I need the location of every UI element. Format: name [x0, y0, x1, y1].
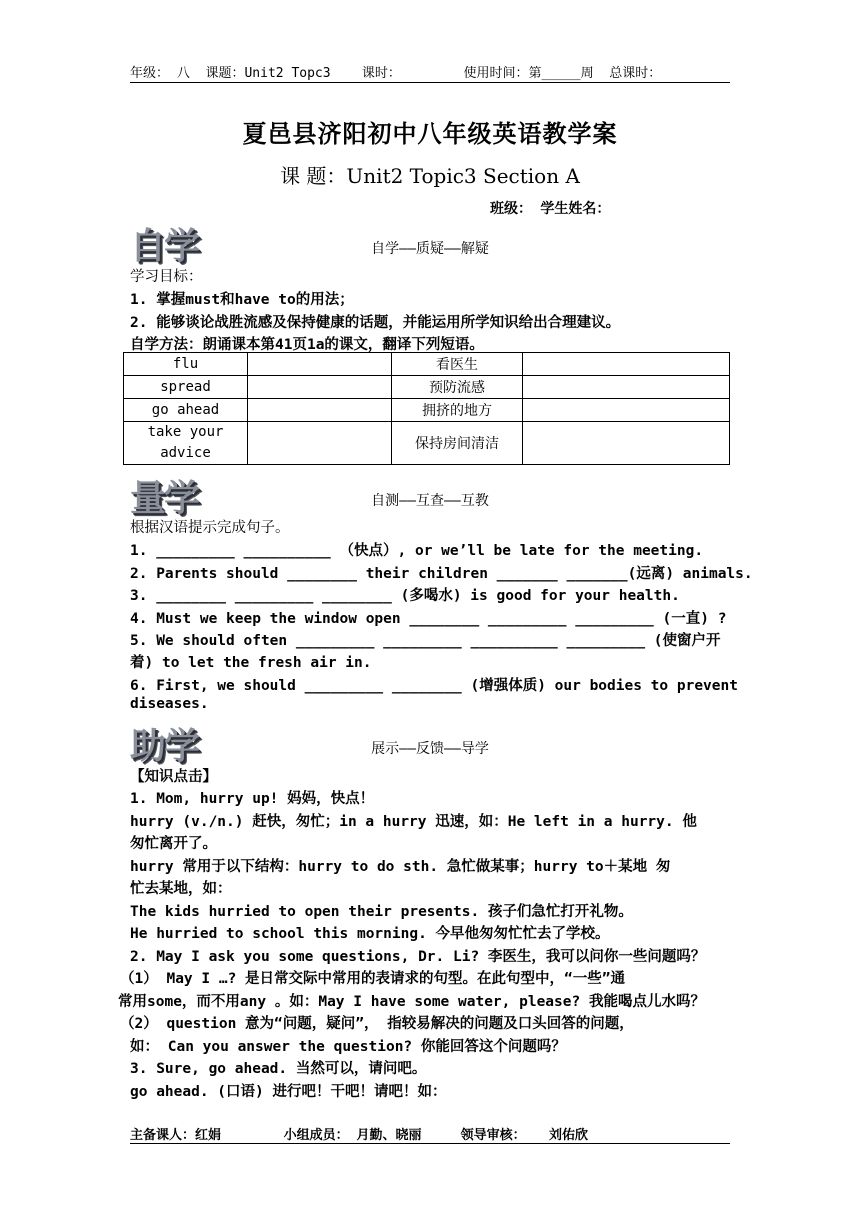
class-name-row: 班级： 学生姓名：	[490, 201, 611, 217]
table-cell	[248, 353, 392, 376]
table-cell: spread	[124, 376, 248, 399]
knowledge-line: （1） May I …? 是日常交际中常用的表请求的句型。在此句型中，“一些”通	[120, 971, 625, 987]
table-cell: flu	[124, 353, 248, 376]
table-cell	[523, 399, 730, 422]
objective-item: 2. 能够谈论战胜流感及保持健康的话题，并能运用所学知识给出合理建议。	[130, 315, 621, 331]
objectives-heading: 学习目标：	[130, 269, 203, 285]
knowledge-line: hurry (v./n.) 赶快，匆忙；in a hurry 迅速，如：He left in a hurry. 他	[130, 814, 697, 830]
knowledge-line: 2. May I ask you some questions, Dr. Li? 李医生，我可以问你一些问题吗？	[130, 949, 706, 965]
knowledge-line: 匆忙离开了。	[130, 836, 217, 852]
table-cell	[248, 422, 392, 465]
table-cell	[523, 376, 730, 399]
self-study-icon: 自学	[130, 226, 199, 267]
exercise-line: 6. First, we should _________ ________ (增强体质) our bodies to prevent	[130, 678, 738, 694]
exercise-line: 2. Parents should ________ their children _______ _______(远离) animals.	[130, 566, 753, 582]
knowledge-line: 1. Mom, hurry up! 妈妈，快点！	[130, 791, 375, 807]
objective-item: 1. 掌握must和have to的用法；	[130, 292, 354, 308]
exercise-line: diseases.	[130, 696, 209, 712]
knowledge-line: hurry 常用于以下结构：hurry to do sth. 急忙做某事；hurry to＋某地 匆	[130, 859, 671, 875]
self-study-subtitle: 自学——质疑——解疑	[371, 241, 489, 257]
table-cell: 预防流感	[392, 376, 523, 399]
table-cell: take your advice	[124, 422, 248, 465]
header-divider	[130, 82, 730, 83]
page-title: 夏邑县济阳初中八年级英语教学案	[242, 120, 618, 148]
exercise-line: 1. _________ __________ （快点）, or we’ll be late for the meeting.	[130, 543, 704, 559]
knowledge-line: 如： Can you answer the question? 你能回答这个问题吗？	[130, 1039, 566, 1055]
exercise-line: 5. We should often _________ _________ __________ _________ (使窗户开	[130, 633, 721, 649]
vocab-table	[123, 352, 730, 465]
table-row	[124, 399, 730, 422]
study-method: 自学方法：朗诵课本第41页1a的课文，翻译下列短语。	[130, 337, 484, 353]
knowledge-line: 3. Sure, go ahead. 当然可以，请问吧。	[130, 1061, 427, 1077]
help-study-subtitle: 展示——反馈——导学	[371, 741, 489, 757]
exercise-line: 4. Must we keep the window open ________ _________ _________ (一直) ?	[130, 611, 727, 627]
page-footer: 主备课人：红娟 小组成员： 月勤、晓丽 领导审核： 刘佑欣	[130, 1128, 589, 1143]
self-test-icon: 量学	[130, 478, 199, 519]
help-study-icon: 助学	[130, 726, 199, 767]
table-cell	[523, 353, 730, 376]
knowledge-line: 忙去某地，如：	[130, 881, 232, 897]
table-cell	[248, 399, 392, 422]
knowledge-line: go ahead. (口语) 进行吧！干吧！请吧！如：	[130, 1084, 447, 1100]
footer-divider	[130, 1143, 730, 1144]
table-row	[124, 353, 730, 376]
knowledge-heading: 【知识点击】	[130, 769, 217, 785]
table-cell	[248, 376, 392, 399]
exercise-heading: 根据汉语提示完成句子。	[130, 520, 290, 536]
exercise-line: 3. ________ _________ ________ (多喝水) is good for your health.	[130, 588, 680, 604]
exercise-line: 着) to let the fresh air in.	[130, 655, 372, 671]
page-header: 年级： 八 课题：Unit2 Topc3 课时： 使用时间：第_____周 总课时：	[130, 66, 662, 81]
knowledge-line: He hurried to school this morning. 今早他匆匆忙忙去了学校。	[130, 926, 610, 942]
knowledge-line: 常用some，而不用any 。如：May I have some water, please? 我能喝点儿水吗？	[118, 994, 705, 1010]
table-cell	[523, 422, 730, 465]
table-row	[124, 376, 730, 399]
lesson-subject: 课 题：Unit2 Topic3 Section A	[280, 164, 580, 188]
table-cell: go ahead	[124, 399, 248, 422]
table-row	[124, 422, 730, 465]
knowledge-line: （2） question 意为“问题，疑问”， 指较易解决的问题及口头回答的问题，	[120, 1016, 634, 1032]
table-cell: 拥挤的地方	[392, 399, 523, 422]
knowledge-line: The kids hurried to open their presents. 孩子们急忙打开礼物。	[130, 904, 633, 920]
self-test-subtitle: 自测——互查——互教	[371, 493, 489, 509]
table-cell: 保持房间清洁	[392, 422, 523, 465]
table-cell: 看医生	[392, 353, 523, 376]
